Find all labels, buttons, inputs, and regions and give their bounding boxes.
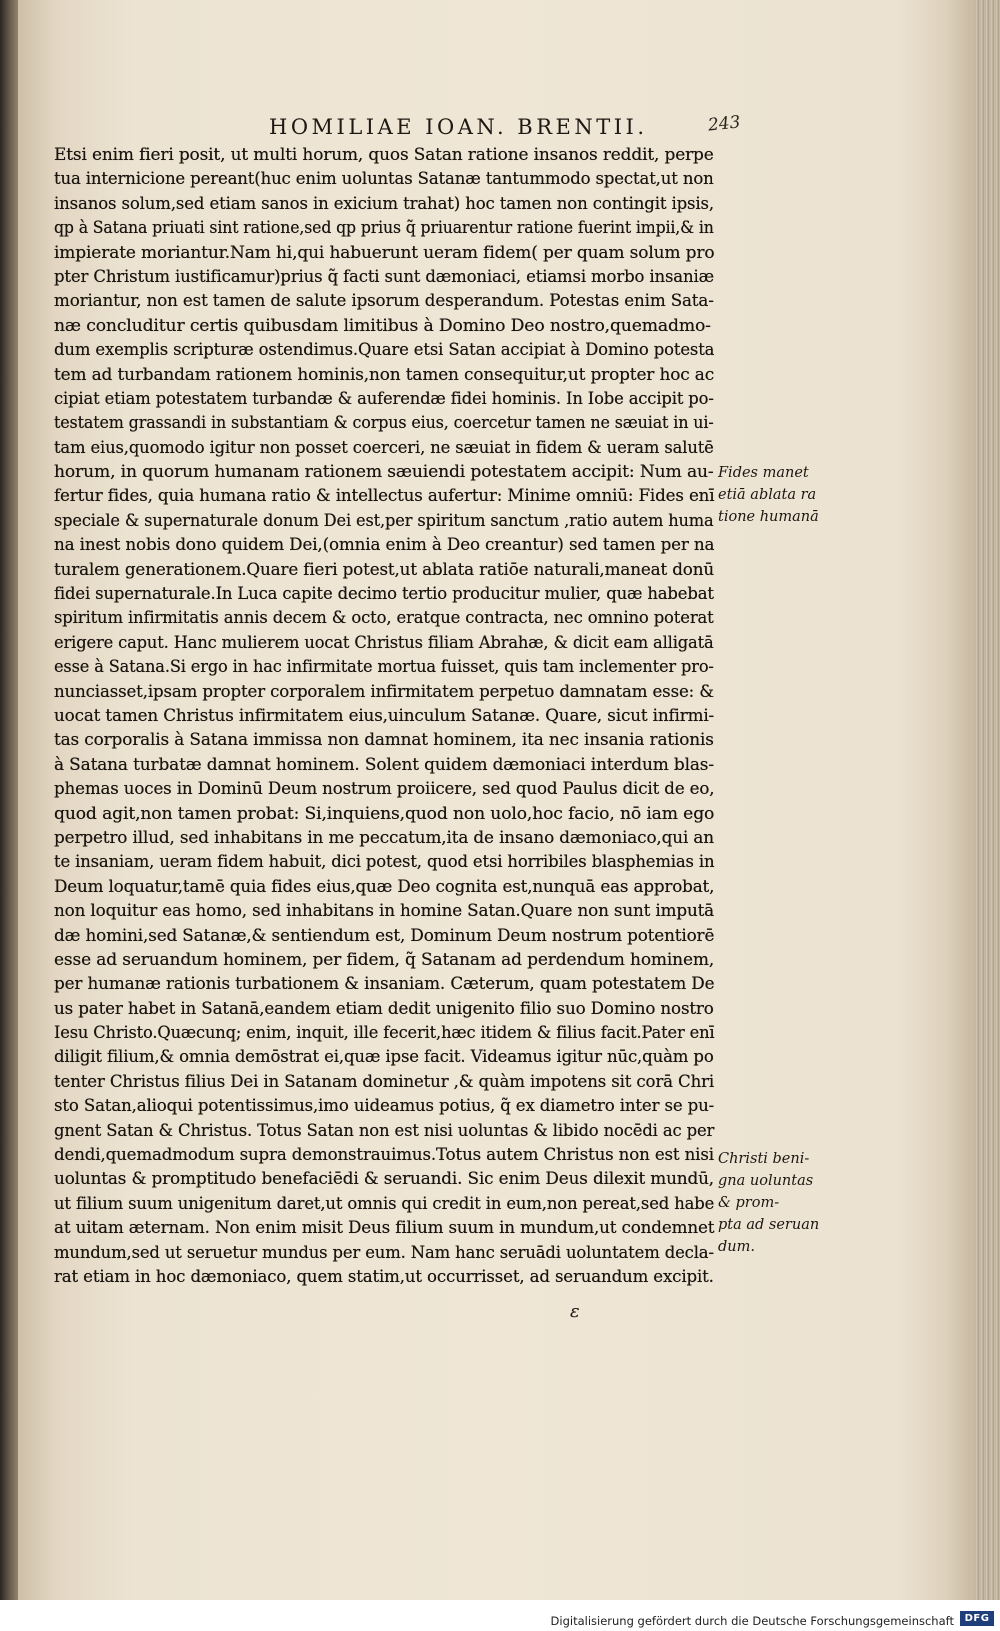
marginal-note-line: gna uoluntas xyxy=(718,1173,814,1189)
text-line: tua internicione pereant(huc enim uoluntas Satanæ tantummodo spectat,ut non xyxy=(54,169,714,190)
text-line: tenter Christus filius Dei in Satanam dominetur ,& quàm impotens sit corā Chri xyxy=(54,1071,715,1092)
page-stack-edge xyxy=(975,0,1000,1600)
marginal-note-line: tione humanā xyxy=(718,509,819,525)
text-line: tam eius,quomodo igitur non posset coerceri, ne sæuiat in fidem & ueram salutē xyxy=(54,437,714,458)
text-line: tas corporalis à Satana immissa non damnat hominem, ita nec insania rationis xyxy=(54,730,714,751)
text-line: quod agit,non tamen probat: Si,inquiens,quod non uolo,hoc facio, nō iam ego xyxy=(54,803,715,824)
digitization-credit: Digitalisierung gefördert durch die Deutsche Forschungsgemeinschaft xyxy=(550,1614,954,1628)
text-line: gnent Satan & Christus. Totus Satan non est nisi uoluntas & libido nocēdi ac per xyxy=(54,1120,715,1141)
text-line: at uitam æternam. Non enim misit Deus filium suum in mundum,ut condemnet xyxy=(54,1218,715,1239)
text-line: nunciasset,ipsam propter corporalem infirmitatem perpetuo damnatam esse: & xyxy=(54,681,714,702)
text-line: dæ homini,sed Satanæ,& sentiendum est, Dominum Deum nostrum potentiorē xyxy=(54,925,715,946)
text-line: impierate moriantur.Nam hi,qui habuerunt ueram fidem( per quam solum pro xyxy=(54,242,715,263)
text-line: spiritum infirmitatis annis decem & octo, eratque contracta, nec omnino poterat xyxy=(54,608,714,629)
text-line: per humanæ rationis turbationem & insaniam. Cæterum, quam potestatem De xyxy=(54,974,715,995)
text-line: te insaniam, ueram fidem habuit, dici potest, quod etsi horribiles blasphemias in xyxy=(54,852,715,873)
text-line: tem ad turbandam rationem hominis,non tamen consequitur,ut propter hoc ac xyxy=(54,364,715,385)
text-line: diligit filium,& omnia demōstrat ei,quæ ipse facit. Videamus igitur nūc,quàm po xyxy=(54,1047,714,1068)
dfg-logo: DFG xyxy=(960,1611,994,1626)
text-line: phemas uoces in Dominū Deum nostrum proiicere, sed quod Paulus dicit de eo, xyxy=(54,779,715,800)
marginal-note-line: Christi beni- xyxy=(718,1151,810,1167)
text-line: insanos solum,sed etiam sanos in exicium trahat) hoc tamen non contingit ipsis, xyxy=(54,193,714,214)
text-line: Iesu Christo.Quæcunq; enim, inquit, ille fecerit,hæc itidem & filius facit.Pater enī xyxy=(54,1023,715,1044)
body-text xyxy=(54,143,714,1289)
text-line: horum, in quorum humanam rationem sæuiendi potestatem accipit: Num au- xyxy=(54,462,714,483)
marginal-note-fides xyxy=(718,462,819,528)
text-line: næ concluditur certis quibusdam limitibus à Domino Deo nostro,quemadmo- xyxy=(54,315,711,336)
marginal-note-line: dum. xyxy=(718,1239,755,1255)
text-line: us pater habet in Satanā,eandem etiam dedit unigenito filio suo Domino nostro xyxy=(54,998,714,1019)
text-line: testatem grassandi in substantiam & corpus eius, coercetur tamen ne sæuiat in ui- xyxy=(54,413,714,434)
text-line: uocat tamen Christus infirmitatem eius,uinculum Satanæ. Quare, sicut infirmi- xyxy=(54,705,715,726)
folio-number: 243 xyxy=(707,112,742,136)
text-line: non loquitur eas homo, sed inhabitans in homine Satan.Quare non sunt imputā xyxy=(54,901,715,922)
text-line: fertur fides, quia humana ratio & intellectus aufertur: Minime omniū: Fides enī xyxy=(54,486,715,507)
text-line: ut filium suum unigenitum daret,ut omnis qui credit in eum,non pereat,sed habe xyxy=(54,1193,715,1214)
text-line: speciale & supernaturale donum Dei est,per spiritum sanctum ,ratio autem huma xyxy=(54,510,714,531)
marginal-note-line: Fides manet xyxy=(718,465,809,481)
text-line: perpetro illud, sed inhabitans in me peccatum,ita de insano dæmoniaco,qui an xyxy=(54,827,714,848)
text-line: turalem generationem.Quare fieri potest,ut ablata ratiōe naturali,maneat donū xyxy=(54,559,715,580)
text-line: erigere caput. Hanc mulierem uocat Christus filiam Abrahæ, & dicit eam alligatā xyxy=(54,632,714,653)
text-line: qp à Satana priuati sint ratione,sed qp prius q̃ priuarentur ratione fuerint impii,& in xyxy=(54,218,714,239)
marginal-note-christi xyxy=(718,1148,819,1258)
text-line: esse à Satana.Si ergo in hac infirmitate mortua fuisset, quis tam inclementer pro- xyxy=(54,657,714,678)
text-line: Deum loquatur,tamē quia fides eius,quæ Deo cognita est,nunquā eas approbat, xyxy=(54,876,715,897)
text-line: sto Satan,alioqui potentissimus,imo uideamus potius, q̃ ex diametro inter se pu- xyxy=(54,1096,715,1117)
text-line: cipiat etiam potestatem turbandæ & auferendæ fidei hominis. In Iobe accipit po- xyxy=(54,388,714,409)
text-line: na inest nobis dono quidem Dei,(omnia enim à Deo creantur) sed tamen per na xyxy=(54,535,715,556)
text-line: esse ad seruandum hominem, per fidem, q̃ Satanam ad perdendum hominem, xyxy=(54,949,715,970)
text-line: Etsi enim fieri posit, ut multi horum, quos Satan ratione insanos reddit, perpe xyxy=(54,145,714,165)
facing-page-edge xyxy=(0,0,20,1631)
text-line: moriantur, non est tamen de salute ipsorum desperandum. Potestas enim Sata- xyxy=(54,291,714,312)
text-line: rat etiam in hoc dæmoniaco, quem statim,ut occurrisset, ad seruandum excipit. xyxy=(54,1266,714,1287)
running-head: HOMILIAE IOAN. BRENTII. xyxy=(269,115,648,139)
signature-mark: ε xyxy=(570,1301,580,1322)
show-through-text xyxy=(760,140,960,206)
marginal-note-line: etiā ablata ra xyxy=(718,487,817,503)
text-line: pter Christum iustificamur)prius q̃ facti sunt dæmoniaci, etiamsi morbo insaniæ xyxy=(54,266,714,287)
text-line: dum exemplis scripturæ ostendimus.Quare etsi Satan accipiat à Domino potesta xyxy=(54,340,715,361)
marginal-note-line: & prom- xyxy=(718,1195,780,1211)
marginal-note-line: pta ad seruan xyxy=(718,1217,820,1233)
text-line: mundum,sed ut seruetur mundus per eum. Nam hanc seruādi uoluntatem decla- xyxy=(54,1242,714,1263)
text-line: uoluntas & promptitudo benefaciēdi & seruandi. Sic enim Deus dilexit mundū, xyxy=(54,1169,714,1190)
text-line: à Satana turbatæ damnat hominem. Solent quidem dæmoniaci interdum blas- xyxy=(54,754,714,775)
text-line: dendi,quemadmodum supra demonstrauimus.Totus autem Christus non est nisi xyxy=(54,1145,714,1166)
text-line: fidei supernaturale.In Luca capite decimo tertio producitur mulier, quæ habebat xyxy=(54,584,714,605)
